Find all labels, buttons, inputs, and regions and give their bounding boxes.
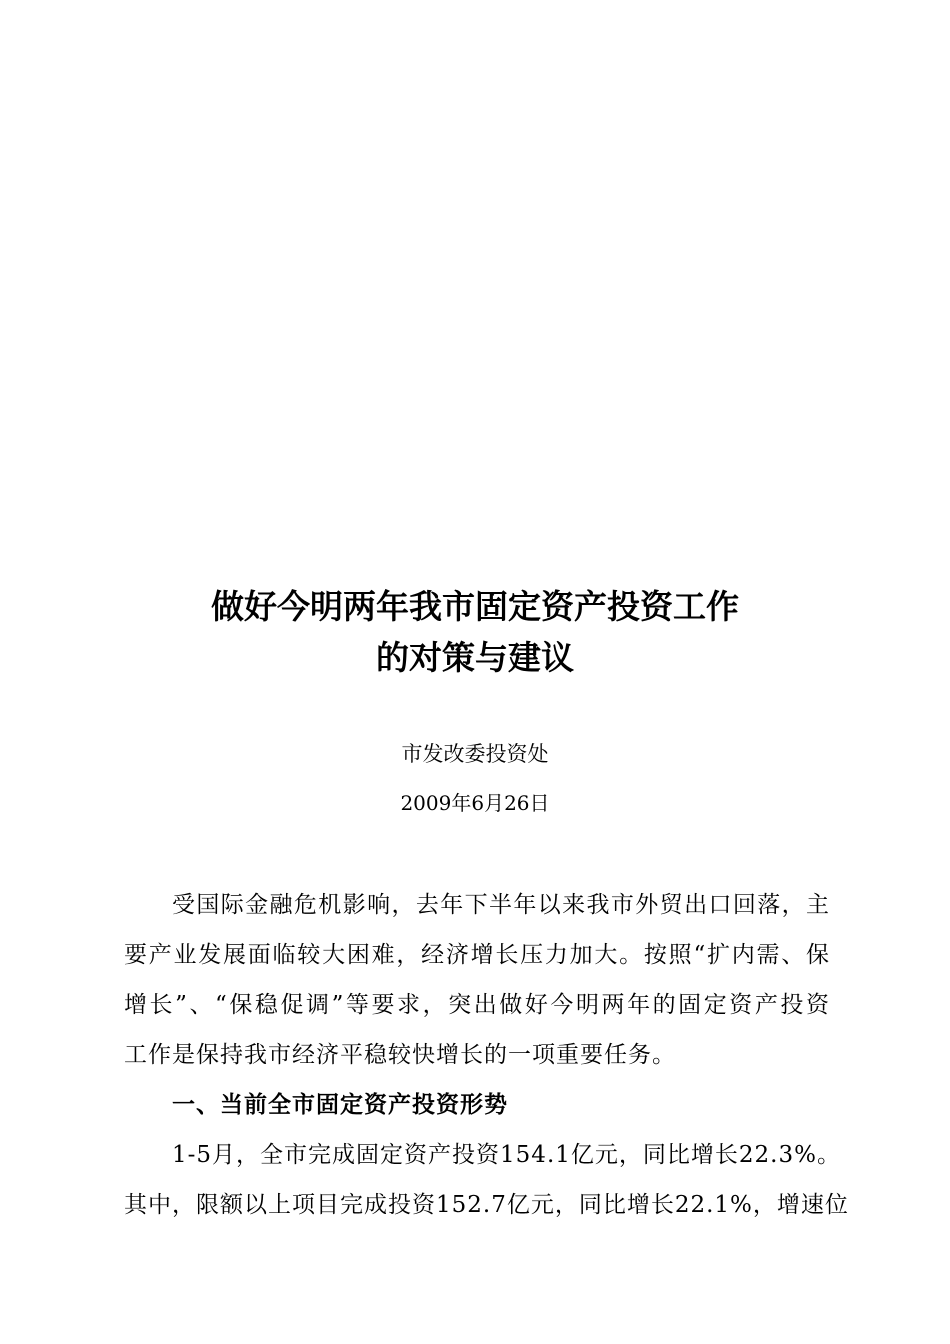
document-author: 市发改委投资处	[401, 742, 549, 766]
paragraph-line: 要产业发展面临较大困难，经济增长压力加大。按照“扩内需、保	[124, 942, 830, 968]
paragraph-intro	[124, 880, 830, 1080]
document-date: 2009年6月26日	[400, 791, 550, 815]
paragraph-line: 增长”、“保稳促调”等要求，突出做好今明两年的固定资产投资	[124, 992, 830, 1018]
document-title-line-2: 的对策与建议	[376, 638, 574, 677]
paragraph-line: 工作是保持我市经济平稳较快增长的一项重要任务。	[124, 1042, 676, 1068]
document-title-line-1: 做好今明两年我市固定资产投资工作	[211, 587, 739, 626]
paragraph-line: 其中，限额以上项目完成投资152.7亿元，同比增长22.1%，增速位	[124, 1192, 849, 1218]
paragraph-investment	[124, 1130, 849, 1230]
section-heading: 一、当前全市固定资产投资形势	[172, 1092, 508, 1118]
paragraph-line: 1-5月，全市完成固定资产投资154.1亿元，同比增长22.3%。	[172, 1142, 841, 1168]
paragraph-line: 受国际金融危机影响，去年下半年以来我市外贸出口回落，主	[172, 892, 830, 918]
section-heading-1-wrapper	[124, 1080, 830, 1130]
